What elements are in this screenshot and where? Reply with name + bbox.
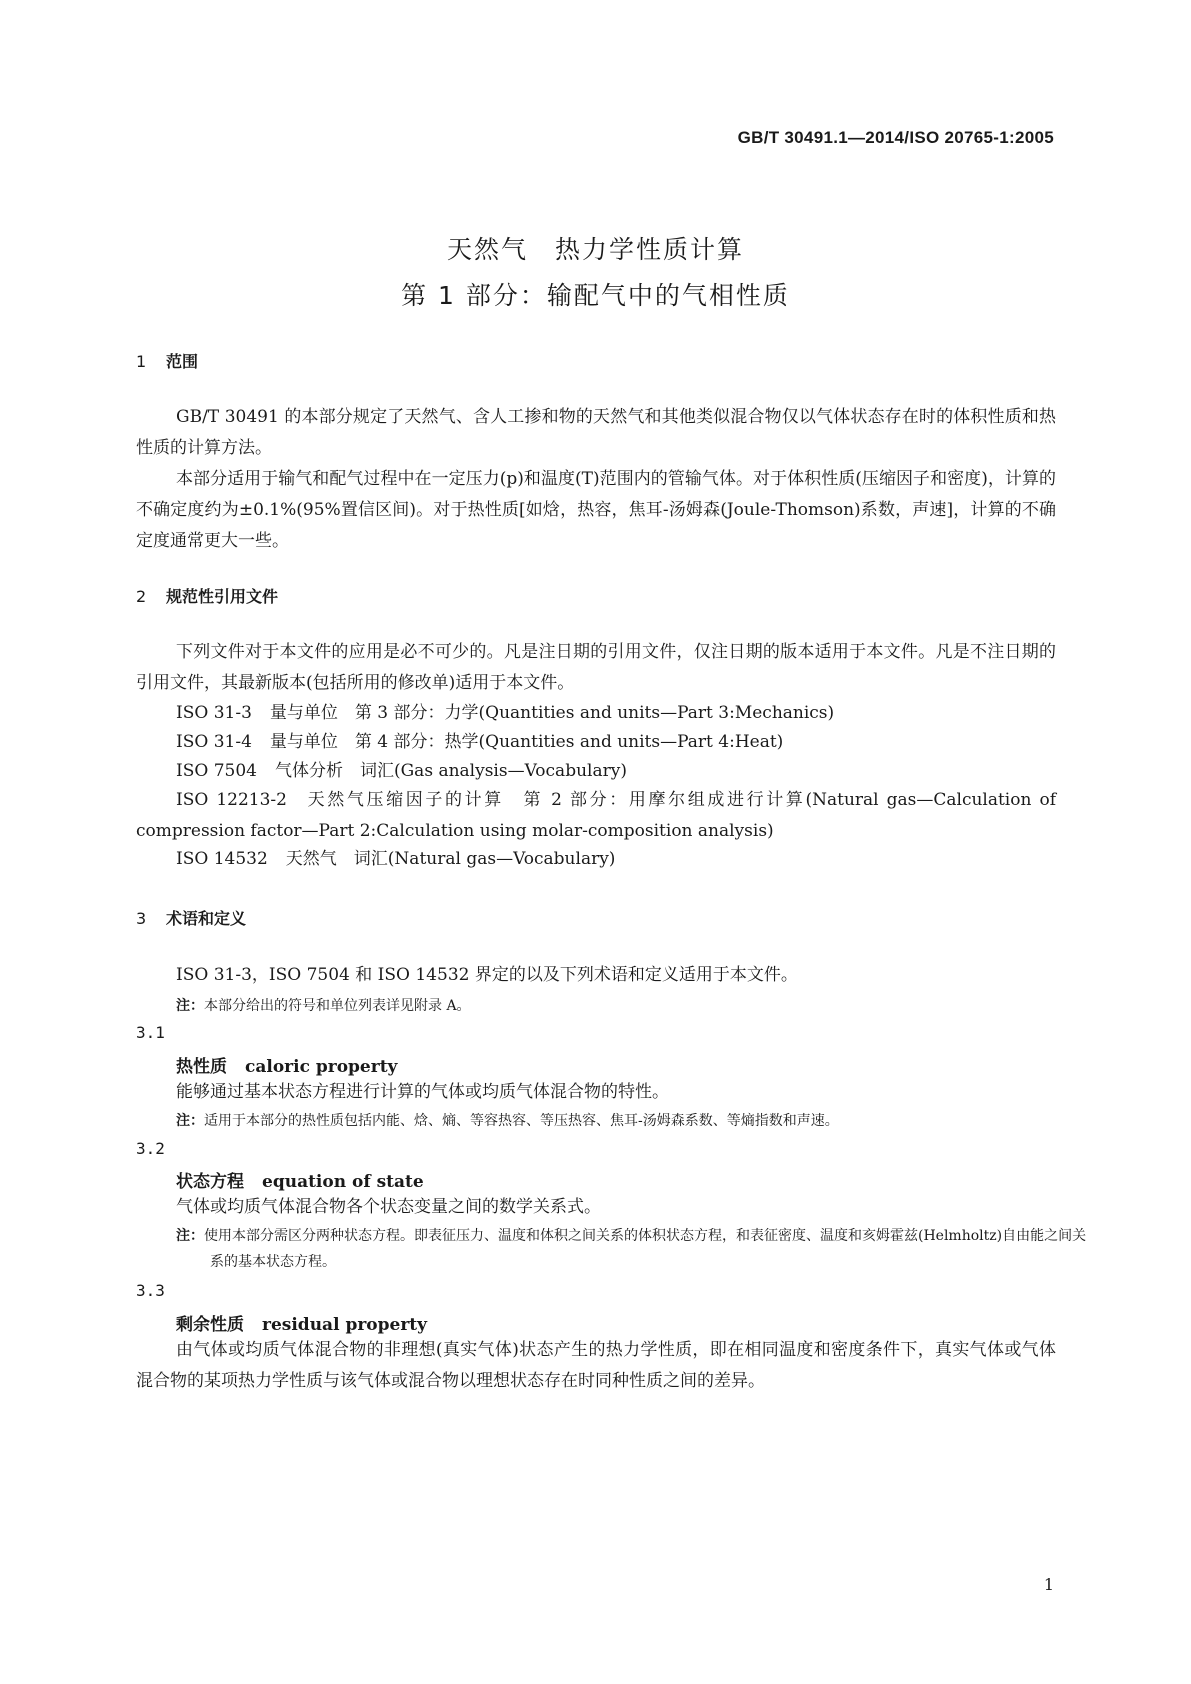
term-note — [176, 1223, 1090, 1275]
term-note — [176, 1108, 1056, 1134]
reference-text: 量与单位 第 3 部分：力学(Quantities and units—Part 3:Mechanics) — [269, 703, 835, 723]
reference-text: 量与单位 第 4 部分：热学(Quantities and units—Part 4:Heat) — [269, 732, 784, 752]
reference-item — [176, 844, 615, 875]
section-3-title: 术语和定义 — [166, 909, 247, 928]
reference-code: ISO 7504 — [176, 761, 257, 781]
note-text: 使用本部分需区分两种状态方程。即表征压力、温度和体积之间关系的体积状态方程，和表征密度、温度和亥姆霍兹(Helmholtz)自由能之间关系的基本状态方程。 — [204, 1228, 1087, 1270]
document-title-line2: 第 1 部分：输配气中的气相性质 — [401, 281, 790, 310]
clause-number: 3.3 — [136, 1281, 165, 1300]
term-zh: 热性质 — [176, 1057, 227, 1077]
section-3-number: 3 — [136, 909, 147, 928]
section-1-heading — [136, 349, 198, 372]
reference-item — [136, 785, 1056, 847]
reference-code: ISO 31-4 — [176, 732, 252, 752]
reference-text: 天然气压缩因子的计算 第 2 部分：用摩尔组成进行计算(Natural gas—Calculation of compression factor—Part 2:Calculation using molar-composition analysis) — [136, 790, 1056, 841]
section-1-paragraph-2: 本部分适用于输气和配气过程中在一定压力(p)和温度(T)范围内的管输气体。对于体积性质(压缩因子和密度)，计算的不确定度约为±0.1%(95%置信区间)。对于热性质[如焓，热容，焦耳-汤姆森(Joule-Thomson)系数，声速]，计算的不确定度通常更大一些。 — [136, 469, 1056, 551]
note-label: 注： — [176, 998, 204, 1014]
section-3-note — [176, 993, 1056, 1019]
clause-number: 3.1 — [136, 1023, 165, 1042]
section-2-heading — [136, 584, 278, 607]
reference-text: 气体分析 词汇(Gas analysis—Vocabulary) — [274, 761, 627, 781]
standard-code: GB/T 30491.1—2014/ISO 20765-1:2005 — [737, 128, 1054, 147]
reference-item — [176, 727, 783, 758]
section-3-heading — [136, 906, 246, 929]
note-label: 注： — [176, 1113, 204, 1129]
reference-code: ISO 31-3 — [176, 703, 252, 723]
term-en: caloric property — [245, 1057, 398, 1077]
term-definition: 能够通过基本状态方程进行计算的气体或均质气体混合物的特性。 — [176, 1082, 669, 1102]
section-2-intro: 下列文件对于本文件的应用是必不可少的。凡是注日期的引用文件，仅注日期的版本适用于本文件。凡是不注日期的引用文件，其最新版本(包括所用的修改单)适用于本文件。 — [136, 642, 1056, 693]
term-zh: 剩余性质 — [176, 1315, 244, 1335]
page-number: 1 — [1043, 1575, 1054, 1594]
term-en: residual property — [262, 1315, 428, 1335]
reference-item — [176, 698, 834, 729]
note-text: 适用于本部分的热性质包括内能、焓、熵、等容热容、等压热容、焦耳-汤姆森系数、等熵指数和声速。 — [204, 1113, 839, 1129]
section-1-title: 范围 — [166, 352, 199, 371]
section-2-title: 规范性引用文件 — [166, 587, 279, 606]
reference-code: ISO 12213-2 — [176, 790, 287, 810]
term-en: equation of state — [262, 1172, 424, 1192]
term-zh: 状态方程 — [176, 1172, 244, 1192]
section-1-paragraph-1: GB/T 30491 的本部分规定了天然气、含人工掺和物的天然气和其他类似混合物仅以气体状态存在时的体积性质和热性质的计算方法。 — [136, 407, 1056, 458]
note-text: 本部分给出的符号和单位列表详见附录 A。 — [204, 998, 471, 1014]
reference-text: 天然气 词汇(Natural gas—Vocabulary) — [285, 849, 616, 869]
term-definition: 气体或均质气体混合物各个状态变量之间的数学关系式。 — [176, 1197, 601, 1217]
document-title-line1: 天然气 热力学性质计算 — [446, 235, 744, 264]
reference-item — [176, 756, 627, 787]
section-1-number: 1 — [136, 352, 147, 371]
term-heading — [176, 1310, 427, 1335]
term-definition: 由气体或均质气体混合物的非理想(真实气体)状态产生的热力学性质，即在相同温度和密度条件下，真实气体或气体混合物的某项热力学性质与该气体或混合物以理想状态存在时同种性质之间的差异。 — [136, 1340, 1056, 1391]
note-label: 注： — [176, 1228, 204, 1244]
section-2-number: 2 — [136, 587, 147, 606]
clause-number: 3.2 — [136, 1139, 165, 1158]
reference-code: ISO 14532 — [176, 849, 268, 869]
term-heading — [176, 1167, 424, 1192]
section-3-intro: ISO 31-3，ISO 7504 和 ISO 14532 界定的以及下列术语和定义适用于本文件。 — [176, 965, 798, 985]
term-heading — [176, 1052, 397, 1077]
